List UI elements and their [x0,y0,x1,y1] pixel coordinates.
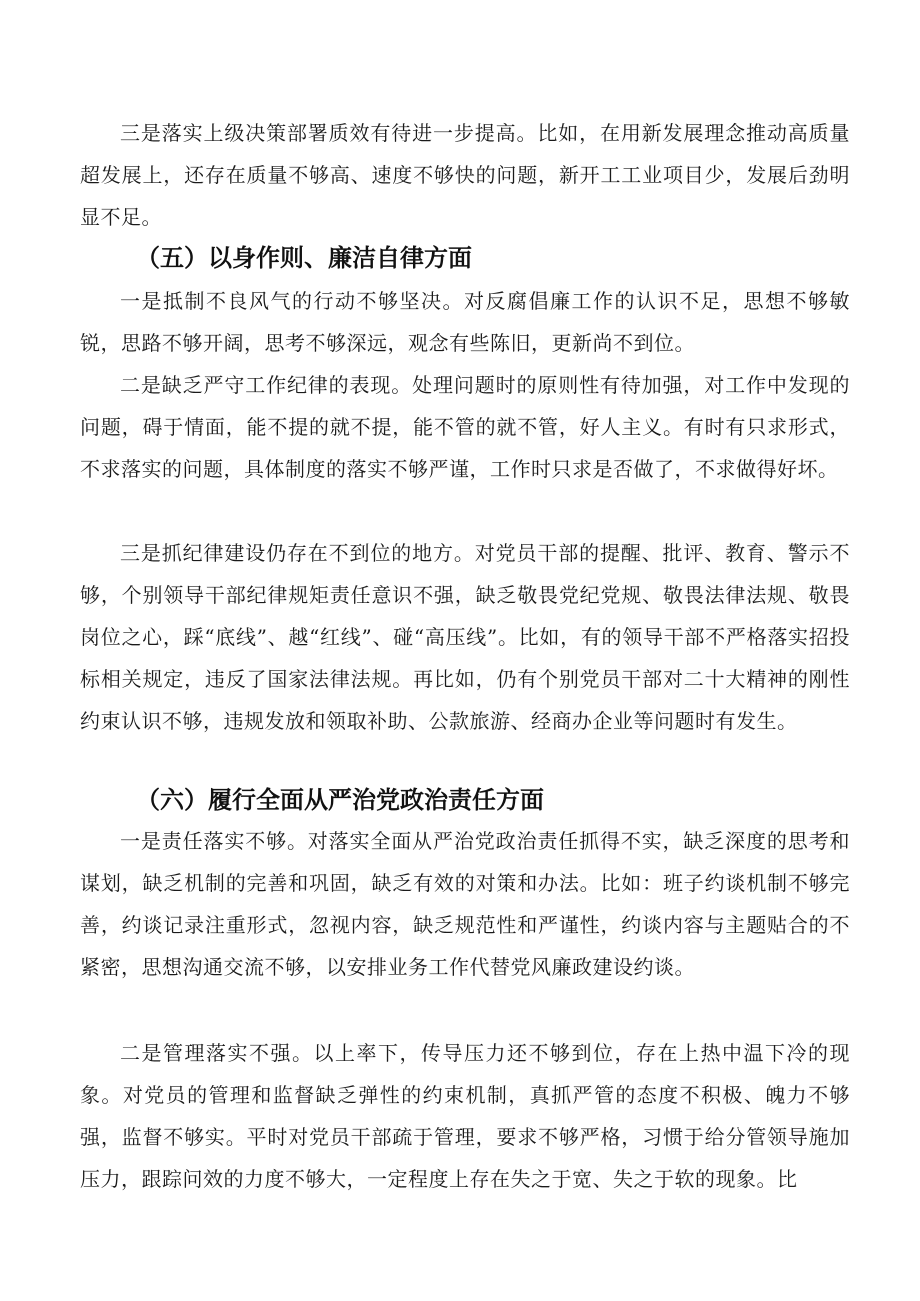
section-heading-5: （五）以身作则、廉洁自律方面 [136,244,472,272]
paragraph-responsibility-implementation: 一是责任落实不够。对落实全面从严治党政治责任抓得不实，缺乏深度的思考和谋划，缺乏机制的完善和巩固，缺乏有效的对策和办法。比如：班子约谈机制不够完善，约谈记录注重形式，忽视内容，缺乏规范性和严谨性，约谈内容与主题贴合的不紧密，思想沟通交流不够，以安排业务工作代替党风廉政建设约谈。 [80,829,850,979]
paragraph-discipline-building: 三是抓纪律建设仍存在不到位的地方。对党员干部的提醒、批评、教育、警示不够，个别领导干部纪律规矩责任意识不强，缺乏敬畏党纪党规、敬畏法律法规、敬畏岗位之心，踩“底线”、越“红线”、碰“高压线”。比如，有的领导干部不严格落实招投标相关规定，违反了国家法律法规。再比如，仍有个别党员干部对二十大精神的刚性约束认识不够，违规发放和领取补助、公款旅游、经商办企业等问题时有发生。 [80,541,850,733]
section-heading-6: （六）履行全面从严治党政治责任方面 [136,786,544,814]
paragraph-work-discipline: 二是缺乏严守工作纪律的表现。处理问题时的原则性有待加强，对工作中发现的问题，碍于情面，能不提的就不提，能不管的就不管，好人主义。有时有只求形式，不求落实的问题，具体制度的落实不够严谨，工作时只求是否做了，不求做得好坏。 [80,373,850,481]
paragraph-management-implementation: 二是管理落实不强。以上率下，传导压力还不够到位，存在上热中温下冷的现象。对党员的管理和监督缺乏弹性的约束机制，真抓严管的态度不积极、魄力不够强，监督不够实。平时对党员干部疏于管理，要求不够严格，习惯于给分管领导施加压力，跟踪问效的力度不够大，一定程度上存在失之于宽、失之于软的现象。比 [80,1041,850,1191]
paragraph-decision-implementation: 三是落实上级决策部署质效有待进一步提高。比如，在用新发展理念推动高质量超发展上，还存在质量不够高、速度不够快的问题，新开工工业项目少，发展后劲明显不足。 [80,121,850,229]
paragraph-resist-bad-practices: 一是抵制不良风气的行动不够坚决。对反腐倡廉工作的认识不足，思想不够敏锐，思路不够开阔，思考不够深远，观念有些陈旧，更新尚不到位。 [80,289,850,355]
